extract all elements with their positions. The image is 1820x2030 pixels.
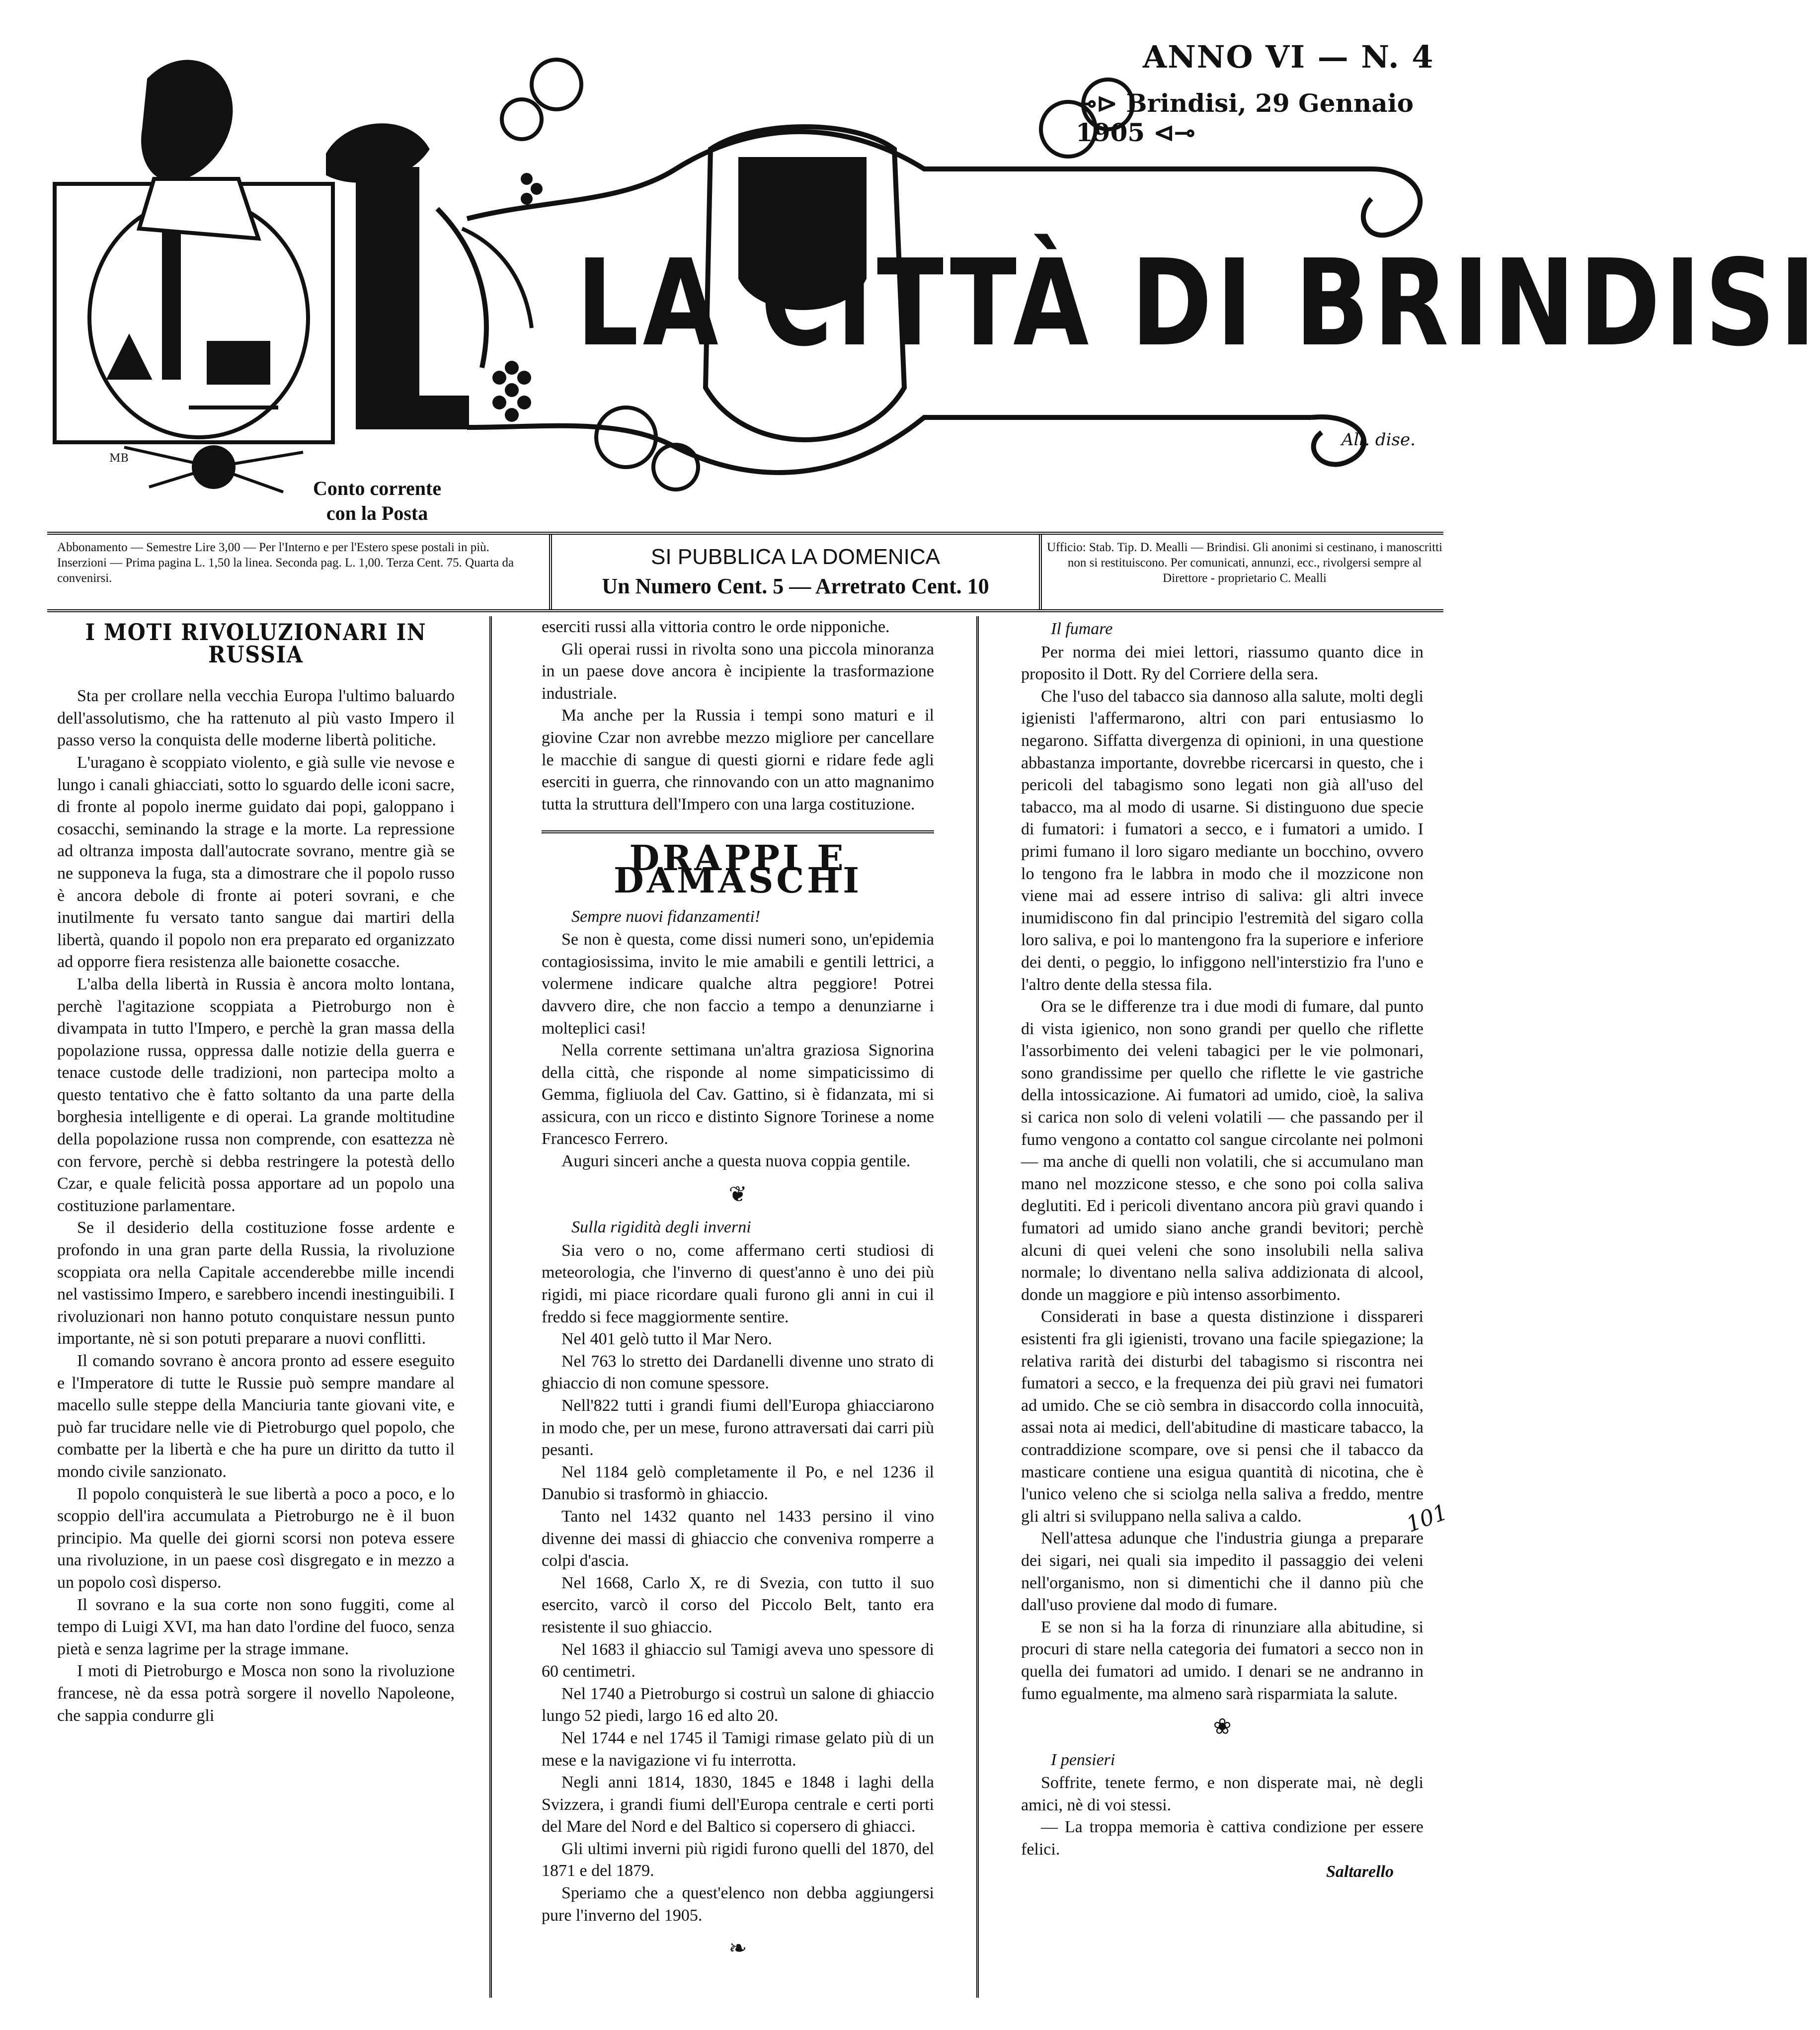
dateline-ornament-right: ⊲⊸ (1145, 118, 1195, 147)
paragraph: Ora se le differenze tra i due modi di fumare, dal punto di vista igienico, non sono grandi per quello che riflette l'assorbimento dei veleni tabagici per le vie polmonari, sono grandissime per quello che riflette le vie gastriche della intossicazione. Ai fumatori ad umido, cioè, la saliva si carica non solo di veleni volatili — che passando per il fumo vengono a contatto col sangue circolante nei polmoni — ma anche di quelli non volatili, che si accumulano man mano nel mozzicone stesso, e che sono poi colla saliva deglutiti. Ed i pericoli diventano ancora più gravi quando i fumatori ad umido siano anche grandi bevitori; perchè alcuni di quei veleni che sono insolubili nella saliva normale; lo diventano nella saliva addizionata di alcool, donde un maggiore e più intenso assorbimento. (1021, 997, 1424, 1304)
publication-schedule: SI PUBBLICA LA DOMENICA (651, 545, 940, 569)
paragraph: eserciti russi alla vittoria contro le orde nipponiche. (542, 618, 890, 636)
subheading: I pensieri (1051, 1750, 1115, 1769)
paragraph: L'alba della libertà in Russia è ancora molto lontana, perchè l'agitazione scoppiata a Pietroburgo non è divampata in tutto l'Impero, e perchè la gran massa della popolazione russa, oppressa dalle notizie della guerra e tenace custode delle tradizioni, non partecipa molto a questo tentativo che è fatto soltanto da una parte della borghesia intelligente e di operai. La grande moltitudine della popolazione russa non comprende, con esattezza nè con fervore, perchè si debba restringere la potestà dello Czar, e quale felicità possa apportare ad un popolo una costituzione parlamentare. (57, 974, 455, 1215)
paragraph: Nel 1668, Carlo X, re di Svezia, con tutto il suo esercito, varcò il corso del Piccolo Belt, tanto era resistente il suo ghiaccio. (542, 1573, 934, 1636)
paragraph: Se il desiderio della costituzione fosse ardente e profondo in una gran parte della Russia, la rivoluzione scoppiata ora nella Capitale accenderebbe mille incendi nel vastissimo Impero, e sarebbero incendi inestinguibili. I rivoluzionari non hanno potuto conquistare nessun punto importante, nè si son potuti preparare a nuovi conflitti. (57, 1218, 455, 1348)
ornament-icon: ❦ (728, 1182, 747, 1207)
column-rule (489, 616, 492, 1998)
paragraph: Ma anche per la Russia i tempi sono maturi e il giovine Czar non avrebbe mezzo migliore per cancellare le macchie di sangue di questi giorni e ridare fede agli eserciti in guerra, che rinnovando con un atto magnanimo tutta la struttura dell'Impero con una larga costituzione. (542, 706, 934, 813)
section-title: DRAPPI E DAMASCHI (542, 830, 934, 892)
column-rule (976, 616, 979, 1998)
paragraph: E se non si ha la forza di rinunziare alla abitudine, si procuri di stare nella categoria dei fumatori a secco non in quella dei fumatori ad umido. I denari se ne andranno in fumo egualmente, ma almeno sarà risparmiata la salute. (1021, 1618, 1424, 1703)
subheading: Sulla rigidità degli inverni (571, 1218, 751, 1237)
paragraph: Tanto nel 1432 quanto nel 1433 persino il vino divenne dei massi di ghiaccio che conveniva romperre a colpi d'ascia. (542, 1507, 934, 1570)
paragraph: Speriamo che a quest'elenco non debba aggiungersi pure l'inverno del 1905. (542, 1884, 934, 1925)
subscription-info: Abbonamento — Semestre Lire 3,00 — Per l'Interno e per l'Estero spese postali in più. Inserzioni — Prima pagina L. 1,50 la linea. Seconda pag. L. 1,00. Terza Cent. 75. Quarta da convenirsi. (57, 541, 514, 585)
paragraph: Nel 1184 gelò completamente il Po, e nel 1236 il Danubio si trasformò in ghiaccio. (542, 1462, 934, 1504)
illustrator-signature: All. dise. (1342, 430, 1416, 450)
info-band (47, 532, 1443, 612)
paragraph: Il popolo conquisterà le sue libertà a poco a poco, e lo scoppio dell'ira accumulata a Pietroburgo ne è il buon principio. Ma quelle dei giorni scorsi non poteva essere una rivoluzione, in un paese così disgregato e in mezzo a un popolo così disperso. (57, 1484, 455, 1592)
paragraph: I moti di Pietroburgo e Mosca non sono la rivoluzione francese, nè da essa potrà sorgere il novello Napoleone, che sappia condurre gli (57, 1662, 455, 1725)
paragraph: — La troppa memoria è cattiva condizione per essere felici. (1021, 1818, 1424, 1859)
paragraph: Il comando sovrano è ancora pronto ad essere eseguito e l'Imperatore di tutte le Russie può sempre mandare al macello sulle steppe della Manciuria tante giovani vite, e può far trucidare nelle vie di Pietroburgo quel popolo, che combatte per la libertà e che ha pure un diritto da tutto il mondo civile sanzionato. (57, 1352, 455, 1481)
paragraph: Se non è questa, come dissi numeri sono, un'epidemia contagiosissima, invito le mie amabili e gentili lettrici, a volermene indicare qualche altra peggiore! Potrei davvero dire, che non faccio a tempo a denunziarne i molteplici casi! (542, 930, 934, 1038)
article-headline: I MOTI RIVOLUZIONARI IN RUSSIA (85, 619, 427, 668)
paragraph: Il sovrano e la sua corte non sono fuggiti, come al tempo di Luigi XVI, ma han dato l'ordine del fuoco, senza pietà e senza lagrime per la strage immane. (57, 1595, 455, 1658)
paragraph: Gli ultimi inverni più rigidi furono quelli del 1870, del 1871 e del 1879. (542, 1839, 934, 1880)
paragraph: Gli operai russi in rivolta sono una piccola minoranza in un paese dove ancora è incipiente la trasformazione industriale. (542, 640, 934, 703)
publication-info (549, 535, 1042, 609)
paragraph: Sta per crollare nella vecchia Europa l'ultimo baluardo dell'assolutismo, che ha rattenuto al più vasto Impero il passo verso la conquista delle moderne libertà politiche. (57, 687, 455, 750)
postal-account-line-2: con la Posta (326, 502, 428, 524)
price-line: Un Numero Cent. 5 — Arretrato Cent. 10 (602, 574, 989, 598)
paragraph: Negli anni 1814, 1830, 1845 e 1848 i laghi della Svizzera, i grandi fiumi dell'Europa centrale e certi porti del Mare del Nord e del Baltico si copersero di ghiacci. (542, 1773, 934, 1836)
article-column-2 (542, 616, 934, 1971)
paragraph: Sia vero o no, come affermano certi studiosi di meteorologia, che l'inverno di quest'anno è uno dei più rigidi, mi piace ricordare quali furono gli anni in cui il freddo si fece maggiormente sentire. (542, 1241, 934, 1326)
paragraph: Auguri sinceri anche a questa nuova coppia gentile. (561, 1152, 911, 1171)
paragraph: Nel 401 gelò tutto il Mar Nero. (561, 1330, 772, 1349)
article-column-1 (57, 616, 455, 1727)
dateline-text: Brindisi, 29 Gennaio 1905 (1076, 88, 1414, 147)
author-signature: Saltarello (1326, 1862, 1394, 1881)
paragraph: Che l'uso del tabacco sia dannoso alla salute, molti degli igienisti l'affermarono, altri con pari entusiasmo lo negarono. Siffatta divergenza di opinioni, in una questione abbastanza importante, dovrebbe ricercarsi in questo, che i pericoli del tabagismo sono legati non già all'uso del tabacco, ma al modo di usarne. Si distinguono due specie di fumatori: i fumatori a secco, e i fumatori a umido. I primi fumano il loro sigaro mediante un bocchino, ovvero lo tengono fra le labbra in modo che il mozzicone non viene mai ad essere intriso di saliva: gli altri invece inumidiscono fin dal principio l'estremità del sigaro colla loro saliva, e poi lo mantengono fra la superiore e inferiore dei denti, o peggio, lo infiggono nell'interstizio fra l'uno e l'altro dente della stessa fila. (1021, 687, 1424, 994)
paragraph: Nel 763 lo stretto dei Dardanelli divenne uno strato di ghiaccio di non comune spessore. (542, 1352, 934, 1393)
issue-number: ANNO VI — N. 4 (1143, 39, 1434, 75)
masthead-title: LA CITTÀ DI BRINDISI (576, 234, 1820, 373)
postal-account-line-1: Conto corrente (313, 477, 442, 499)
paragraph: Per norma dei miei lettori, riassumo quanto dice in proposito il Dott. Ry del Corriere della sera. (1021, 643, 1424, 684)
paragraph: Considerati in base a questa distinzione i disspareri esistenti fra gli igienisti, trovano una facile spiegazione; la relativa rarità dei disturbi del tabagismo si riscontra nei fumatori a secco, e la frequenza dei più gravi nei fumatori ad umido. Che se ciò sembra in disaccordo colla innocuità, assai nota ai medici, dell'abitudine di masticare tabacco, la contraddizione scompare, ove si pensi che il tabacco da masticare contiene una esigua quantità di nicotina, che è l'unico veleno che si sciolga nella saliva a freddo, mentre gli altri si sviluppano nella saliva a caldo. (1021, 1307, 1424, 1526)
paragraph: Nell'attesa adunque che l'industria giunga a preparare dei sigari, nei quali sia impedito il passaggio dei veleni nell'organismo, non si dimentichi che il danno più che dall'uso proviene dal modo di fumare. (1021, 1529, 1424, 1615)
ornament-icon: ❀ (1213, 1714, 1232, 1739)
paragraph: Nella corrente settimana un'altra graziosa Signorina della città, che risponde al nome simpaticissimo di Gemma, figliuola del Cav. Gattino, si è fidanzata, mi si assicura, con un ricco e distinto Signore Torinese a nome Francesco Ferrero. (542, 1041, 934, 1148)
ornament-icon: ❧ (728, 1936, 747, 1961)
paragraph: Nel 1740 a Pietroburgo si costruì un salone di ghiaccio lungo 52 piedi, largo 16 ed alto 20. (542, 1684, 934, 1725)
subheading: Sempre nuovi fidanzamenti! (571, 907, 761, 926)
paragraph: Soffrite, tenete fermo, e non disperate mai, nè degli amici, nè di voi stessi. (1021, 1774, 1424, 1814)
artist-mark: MB (109, 452, 129, 465)
article-column-3 (1021, 616, 1424, 1883)
office-info: Ufficio: Stab. Tip. D. Mealli — Brindisi. Gli anonimi si cestinano, i manoscritti non si restituiscono. Per comunicati, annunzi, ecc., rivolgersi sempre al Direttore - proprietario C. Mealli (1046, 541, 1443, 585)
page-number: 101 (1403, 1499, 1451, 1538)
paragraph: Nel 1683 il ghiaccio sul Tamigi aveva uno spessore di 60 centimetri. (542, 1640, 934, 1681)
paragraph: L'uragano è scoppiato violento, e già sulle vie nevose e lungo i canali ghiacciati, sotto lo sguardo delle iconi sacre, di fronte al popolo inerme guidato dai popi, galoppano i cosacchi, seminando la strage e la morte. La repressione ad oltranza imposta dall'autocrate sovrano, mentre già se ne supponeva la fuga, sta a dimostrare che il popolo russo è ancora debole di fronte ai poteri sovrani, e che inutilmente fu versato tanto sangue dai martiri della libertà, quando il popolo non era preparato ed organizzato ad opporre fiera resistenza alle baionette cosacche. (57, 753, 455, 972)
subheading: Il fumare (1051, 620, 1113, 638)
paragraph: Nell'822 tutti i grandi fiumi dell'Europa ghiacciarono in modo che, per un mese, furono attraversati dai carri più pesanti. (542, 1396, 934, 1460)
postal-account-note (313, 476, 441, 526)
dateline-ornament-left: ⊸⊳ (1076, 88, 1126, 118)
paragraph: Nel 1744 e nel 1745 il Tamigi rimase gelato più di un mese e la navigazione vi fu interrotta. (542, 1728, 934, 1770)
dateline (1076, 88, 1489, 147)
